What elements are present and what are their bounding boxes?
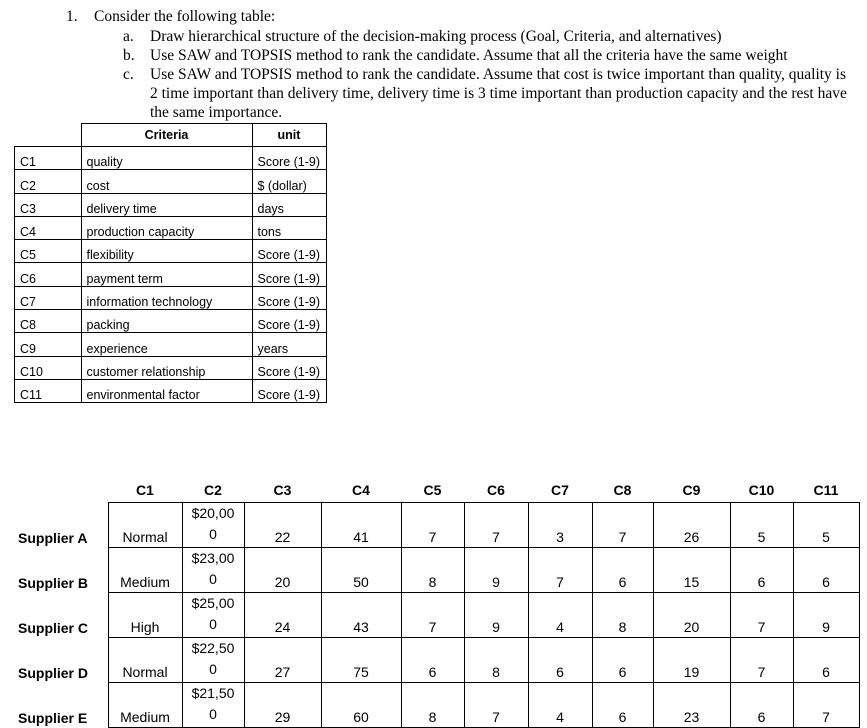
supplier-column-header: C6 <box>487 482 505 498</box>
cost-line-1: $25,00 <box>191 595 235 611</box>
item-text: Use SAW and TOPSIS method to rank the candidate. Assume that all the criteria have the same weight <box>150 47 788 64</box>
supplier-value-cell: 7 <box>464 503 528 548</box>
supplier-quality-cell: Medium <box>108 548 182 593</box>
criteria-name: flexibility <box>81 240 252 263</box>
criteria-id: C8 <box>15 310 82 333</box>
supplier-value-cell: 6 <box>793 548 859 593</box>
supplier-column-header: C10 <box>748 482 775 498</box>
supplier-value-cell: 4 <box>528 683 592 728</box>
supplier-column-header: C7 <box>551 482 569 498</box>
criteria-row <box>15 310 327 333</box>
supplier-name: Supplier A <box>18 529 88 546</box>
supplier-name: Supplier D <box>18 664 89 681</box>
supplier-value-cell: 8 <box>401 548 464 593</box>
supplier-value-cell: 6 <box>793 638 859 683</box>
supplier-row <box>14 683 859 728</box>
supplier-table-wrap <box>14 478 860 728</box>
supplier-name: Supplier C <box>18 619 89 636</box>
supplier-value-cell: 6 <box>592 548 653 593</box>
criteria-row <box>15 193 327 216</box>
criteria-header-unit: unit <box>252 124 326 147</box>
criteria-id: C1 <box>15 147 82 170</box>
supplier-column-header: C9 <box>682 482 701 498</box>
supplier-value-cell: 20 <box>244 548 321 593</box>
criteria-table <box>14 123 327 403</box>
criteria-unit: $ (dollar) <box>252 170 326 193</box>
supplier-value-cell: 8 <box>464 638 528 683</box>
supplier-cost-cell <box>182 548 244 593</box>
supplier-value-cell: 15 <box>653 548 730 593</box>
criteria-row <box>15 170 327 193</box>
cost-line-1: $23,00 <box>191 550 235 566</box>
criteria-name: information technology <box>81 286 252 309</box>
item-letter: c. <box>123 66 134 83</box>
criteria-id: C3 <box>15 193 82 216</box>
criteria-header-criteria: Criteria <box>81 124 252 147</box>
supplier-value-cell: 20 <box>653 593 730 638</box>
supplier-table <box>14 478 860 728</box>
supplier-value-cell: 5 <box>793 503 859 548</box>
criteria-row <box>15 216 327 239</box>
supplier-value-cell: 9 <box>464 593 528 638</box>
supplier-cost-cell <box>182 503 244 548</box>
criteria-row <box>15 286 327 309</box>
supplier-quality-cell: Normal <box>108 638 182 683</box>
question-intro <box>66 7 856 26</box>
supplier-value-cell: 7 <box>528 548 592 593</box>
supplier-row <box>14 593 859 638</box>
supplier-value-cell: 24 <box>244 593 321 638</box>
supplier-row <box>14 638 859 683</box>
supplier-value-cell: 4 <box>528 593 592 638</box>
supplier-row <box>14 548 859 593</box>
supplier-value-cell: 7 <box>592 503 653 548</box>
criteria-unit: Score (1-9) <box>252 286 326 309</box>
criteria-row <box>15 240 327 263</box>
criteria-name: payment term <box>81 263 252 286</box>
supplier-value-cell: 7 <box>793 683 859 728</box>
item-letter: a. <box>123 28 134 45</box>
supplier-value-cell: 22 <box>244 503 321 548</box>
cost-line-2: 0 <box>209 706 217 722</box>
supplier-value-cell: 23 <box>653 683 730 728</box>
criteria-id: C7 <box>15 286 82 309</box>
supplier-value-cell: 19 <box>653 638 730 683</box>
supplier-column-header: C5 <box>423 482 442 498</box>
criteria-name: production capacity <box>81 216 252 239</box>
supplier-column-header: C8 <box>613 482 632 498</box>
item-text: Use SAW and TOPSIS method to rank the candidate. Assume that cost is twice important than quality, quality is 2 time important than delivery time, delivery time is 3 time important than production capacity and the rest have the same importance. <box>150 66 847 121</box>
criteria-unit: Score (1-9) <box>252 379 326 402</box>
criteria-unit: Score (1-9) <box>252 356 326 379</box>
supplier-value-cell: 7 <box>730 593 793 638</box>
criteria-id: C5 <box>15 240 82 263</box>
criteria-name: packing <box>81 310 252 333</box>
criteria-id: C11 <box>15 379 82 402</box>
supplier-name: Supplier E <box>18 709 88 726</box>
supplier-cost-cell <box>182 683 244 728</box>
supplier-quality-cell: Medium <box>108 683 182 728</box>
supplier-value-cell: 60 <box>321 683 401 728</box>
supplier-value-cell: 6 <box>401 638 464 683</box>
question-intro-text: Consider the following table: <box>94 8 276 25</box>
criteria-unit: Score (1-9) <box>252 263 326 286</box>
supplier-column-header: C11 <box>813 482 839 498</box>
cost-line-2: 0 <box>209 526 217 542</box>
criteria-unit: years <box>252 333 326 356</box>
supplier-column-header: C3 <box>273 482 292 498</box>
supplier-header-row <box>14 478 859 503</box>
criteria-header-blank <box>15 124 82 147</box>
criteria-name: cost <box>81 170 252 193</box>
criteria-unit: Score (1-9) <box>252 240 326 263</box>
cost-line-1: $22,50 <box>191 640 235 656</box>
criteria-unit: Score (1-9) <box>252 310 326 333</box>
criteria-row <box>15 263 327 286</box>
criteria-id: C4 <box>15 216 82 239</box>
criteria-name: environmental factor <box>81 379 252 402</box>
criteria-header-row <box>15 124 327 147</box>
supplier-value-cell: 6 <box>730 548 793 593</box>
supplier-quality-cell: Normal <box>108 503 182 548</box>
criteria-row <box>15 356 327 379</box>
criteria-unit: tons <box>252 216 326 239</box>
supplier-name: Supplier B <box>18 574 89 591</box>
criteria-unit: days <box>252 193 326 216</box>
supplier-quality-cell: High <box>108 593 182 638</box>
supplier-value-cell: 6 <box>528 638 592 683</box>
criteria-id: C9 <box>15 333 82 356</box>
supplier-value-cell: 6 <box>730 683 793 728</box>
criteria-row <box>15 147 327 170</box>
criteria-name: experience <box>81 333 252 356</box>
supplier-value-cell: 50 <box>321 548 401 593</box>
supplier-value-cell: 7 <box>401 503 464 548</box>
criteria-id: C10 <box>15 356 82 379</box>
criteria-row <box>15 333 327 356</box>
supplier-cost-cell <box>182 638 244 683</box>
supplier-row <box>14 503 859 548</box>
supplier-value-cell: 6 <box>592 683 653 728</box>
supplier-column-header: C4 <box>352 482 370 498</box>
item-text: Draw hierarchical structure of the decision-making process (Goal, Criteria, and alternatives) <box>150 28 722 45</box>
supplier-value-cell: 9 <box>464 548 528 593</box>
supplier-value-cell: 5 <box>730 503 793 548</box>
supplier-value-cell: 7 <box>464 683 528 728</box>
supplier-column-header: C2 <box>204 482 222 498</box>
supplier-value-cell: 6 <box>592 638 653 683</box>
criteria-id: C2 <box>15 170 82 193</box>
supplier-value-cell: 41 <box>321 503 401 548</box>
supplier-value-cell: 27 <box>244 638 321 683</box>
supplier-value-cell: 8 <box>592 593 653 638</box>
cost-line-1: $21,50 <box>191 685 235 701</box>
criteria-unit: Score (1-9) <box>252 147 326 170</box>
criteria-row <box>15 379 327 402</box>
cost-line-1: $20,00 <box>191 505 235 521</box>
cost-line-2: 0 <box>209 661 217 677</box>
supplier-header-blank <box>14 478 108 503</box>
item-letter: b. <box>123 47 135 64</box>
supplier-value-cell: 9 <box>793 593 859 638</box>
supplier-column-header: C1 <box>136 482 154 498</box>
supplier-value-cell: 8 <box>401 683 464 728</box>
supplier-value-cell: 3 <box>528 503 592 548</box>
supplier-cost-cell <box>182 593 244 638</box>
question-number: 1. <box>66 8 78 25</box>
supplier-value-cell: 75 <box>321 638 401 683</box>
cost-line-2: 0 <box>209 616 217 632</box>
supplier-value-cell: 7 <box>730 638 793 683</box>
supplier-value-cell: 43 <box>321 593 401 638</box>
supplier-value-cell: 7 <box>401 593 464 638</box>
criteria-name: customer relationship <box>81 356 252 379</box>
cost-line-2: 0 <box>209 571 217 587</box>
criteria-name: delivery time <box>81 193 252 216</box>
criteria-id: C6 <box>15 263 82 286</box>
supplier-value-cell: 29 <box>244 683 321 728</box>
criteria-name: quality <box>81 147 252 170</box>
supplier-value-cell: 26 <box>653 503 730 548</box>
